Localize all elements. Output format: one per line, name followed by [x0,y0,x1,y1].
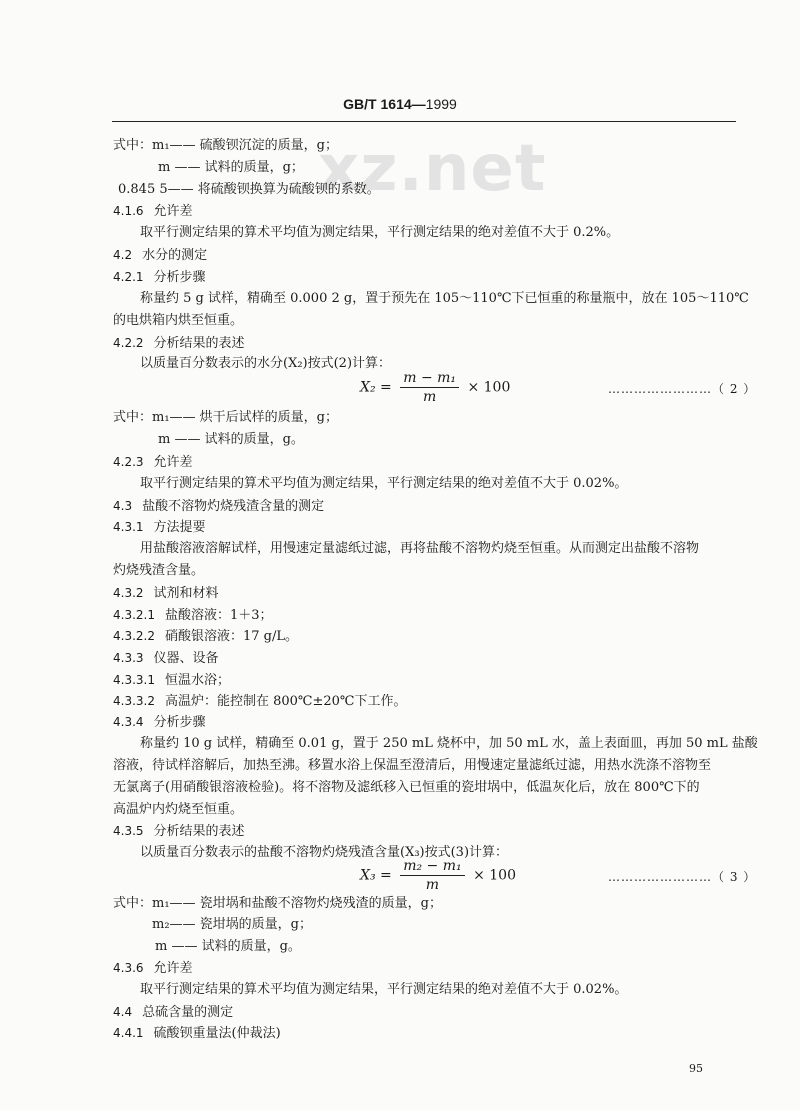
paragraph-line: 溶液，待试样溶解后，加热至沸。移置水浴上保温至澄清后，用慢速定量滤纸过滤，用热水洗涤不溶物至 [113,758,712,773]
paragraph-line: 无氯离子(用硝酸银溶液检验)。将不溶物及滤纸移入已恒重的瓷坩埚中，低温灰化后，放在 800℃下的 [113,780,700,795]
section-heading [113,203,193,220]
section-title: 总硫含量的测定 [142,1005,234,1020]
section-title: 方法提要 [153,520,206,535]
section-heading [113,960,193,977]
where-line: 0.845 5—— 将硫酸钡换算为硫酸钡的系数。 [118,182,380,197]
section-title: 试剂和材料 [153,586,219,601]
section-number: 4.3.3.1 [113,673,155,687]
section-heading [113,693,406,710]
header-dash: — [411,96,426,112]
paragraph-line: 的电烘箱内烘至恒重。 [113,313,244,328]
equation-numerator: m − m₁ [400,370,459,388]
equation-numerator: m₂ − m₁ [400,858,464,876]
section-title: 允许差 [153,204,193,219]
section-number: 4.2 [113,248,133,262]
standard-year: 1999 [425,96,457,112]
section-title: 仪器、设备 [153,651,219,666]
section-number: 4.3.3.2 [113,694,155,708]
section-title: 水分的测定 [142,248,208,263]
section-number: 4.3.4 [113,715,144,729]
where-line: 式中：m₁—— 瓷坩埚和盐酸不溶物灼烧残渣的质量，g； [113,896,442,911]
watermark: xz.net [318,132,547,206]
paragraph-line: 称量约 10 g 试样，精确至 0.01 g，置于 250 mL 烧杯中，加 50 mL 水，盖上表面皿，再加 50 mL 盐酸 [140,736,758,751]
section-title: 分析结果的表述 [153,336,245,351]
where-line: m —— 试料的质量，g。 [158,432,304,447]
section-title: 恒温水浴； [164,673,230,688]
paragraph-line: 取平行测定结果的算术平均值为测定结果，平行测定结果的绝对差值不大于 0.02%。 [140,476,628,491]
section-number: 4.3.6 [113,961,144,975]
equation-number: ……………………（ 2 ） [608,382,757,396]
equation-denominator: m [422,389,437,405]
where-line: m —— 试料的质量，g。 [155,939,301,954]
section-number: 4.2.1 [113,270,144,284]
where-line: 式中：m₁—— 烘干后试样的质量，g； [113,410,338,425]
section-heading [113,1004,233,1021]
section-heading [113,650,219,667]
paragraph-line: 以质量百分数表示的水分(X₂)按式(2)计算： [140,356,392,371]
section-number: 4.2.3 [113,455,144,469]
equation-multiplier: × 100 [473,867,516,884]
equation-number: ……………………（ 3 ） [608,870,757,884]
standard-code: GB/T 1614 [343,96,412,112]
section-title: 分析步骤 [153,715,206,730]
section-heading [113,498,324,515]
section-heading [113,672,230,689]
paragraph-line: 称量约 5 g 试样，精确至 0.000 2 g，置于预先在 105～110℃下已恒重的称量瓶中，放在 105～110℃ [140,291,749,306]
section-number: 4.3.2.1 [113,608,155,622]
equation-fraction [400,858,464,893]
section-title: 允许差 [153,455,193,470]
section-heading [113,607,273,624]
section-heading [113,335,245,352]
equation-denominator: m [425,877,440,893]
section-heading [113,247,207,264]
page-header [0,96,800,112]
section-title: 分析步骤 [153,270,206,285]
section-number: 4.3.5 [113,824,144,838]
section-heading [113,454,193,471]
section-heading [113,519,206,536]
section-number: 4.3.1 [113,520,144,534]
section-number: 4.3 [113,499,133,513]
section-title: 硝酸银溶液：17 g/L。 [164,629,298,644]
equation-multiplier: × 100 [467,379,511,396]
equation-fraction [400,370,459,405]
where-line: 式中：m₁—— 硫酸钡沉淀的质量，g； [113,138,338,153]
section-number: 4.1.6 [113,204,144,218]
section-number: 4.3.2 [113,586,144,600]
section-heading [113,628,298,645]
paragraph-line: 高温炉内灼烧至恒重。 [113,802,244,817]
section-number: 4.4.1 [113,1026,144,1040]
section-heading [113,714,206,731]
section-heading [113,585,219,602]
section-title: 允许差 [153,961,193,976]
paragraph-line: 灼烧残渣含量。 [113,563,205,578]
paragraph-line: 取平行测定结果的算术平均值为测定结果，平行测定结果的绝对差值不大于 0.02%。 [140,982,628,997]
section-heading [113,823,245,840]
equation-lhs: X₃ = [360,867,392,884]
section-number: 4.2.2 [113,336,144,350]
equation-2 [360,370,510,405]
section-title: 盐酸不溶物灼烧残渣含量的测定 [142,499,325,514]
section-heading [113,1025,281,1042]
section-heading [113,269,206,286]
section-title: 分析结果的表述 [153,824,245,839]
equation-lhs: X₂ = [360,379,392,396]
section-title: 硫酸钡重量法(仲裁法) [153,1026,281,1041]
section-title: 盐酸溶液：1＋3； [164,608,273,623]
where-line: m₂—— 瓷坩埚的质量，g； [152,917,312,932]
paragraph-line: 以质量百分数表示的盐酸不溶物灼烧残渣含量(X₃)按式(3)计算： [140,845,509,860]
equation-3 [360,858,516,893]
paragraph-line: 用盐酸溶液溶解试样，用慢速定量滤纸过滤，再将盐酸不溶物灼烧至恒重。从而测定出盐酸不溶物 [140,541,700,556]
where-line: m —— 试料的质量，g； [158,160,304,175]
paragraph-line: 取平行测定结果的算术平均值为测定结果，平行测定结果的绝对差值不大于 0.2%。 [140,225,620,240]
section-number: 4.3.3 [113,651,144,665]
header-rule [112,121,736,122]
section-number: 4.4 [113,1005,133,1019]
section-number: 4.3.2.2 [113,629,155,643]
section-title: 高温炉：能控制在 800℃±20℃下工作。 [164,694,407,709]
page-number: 95 [689,1062,703,1075]
